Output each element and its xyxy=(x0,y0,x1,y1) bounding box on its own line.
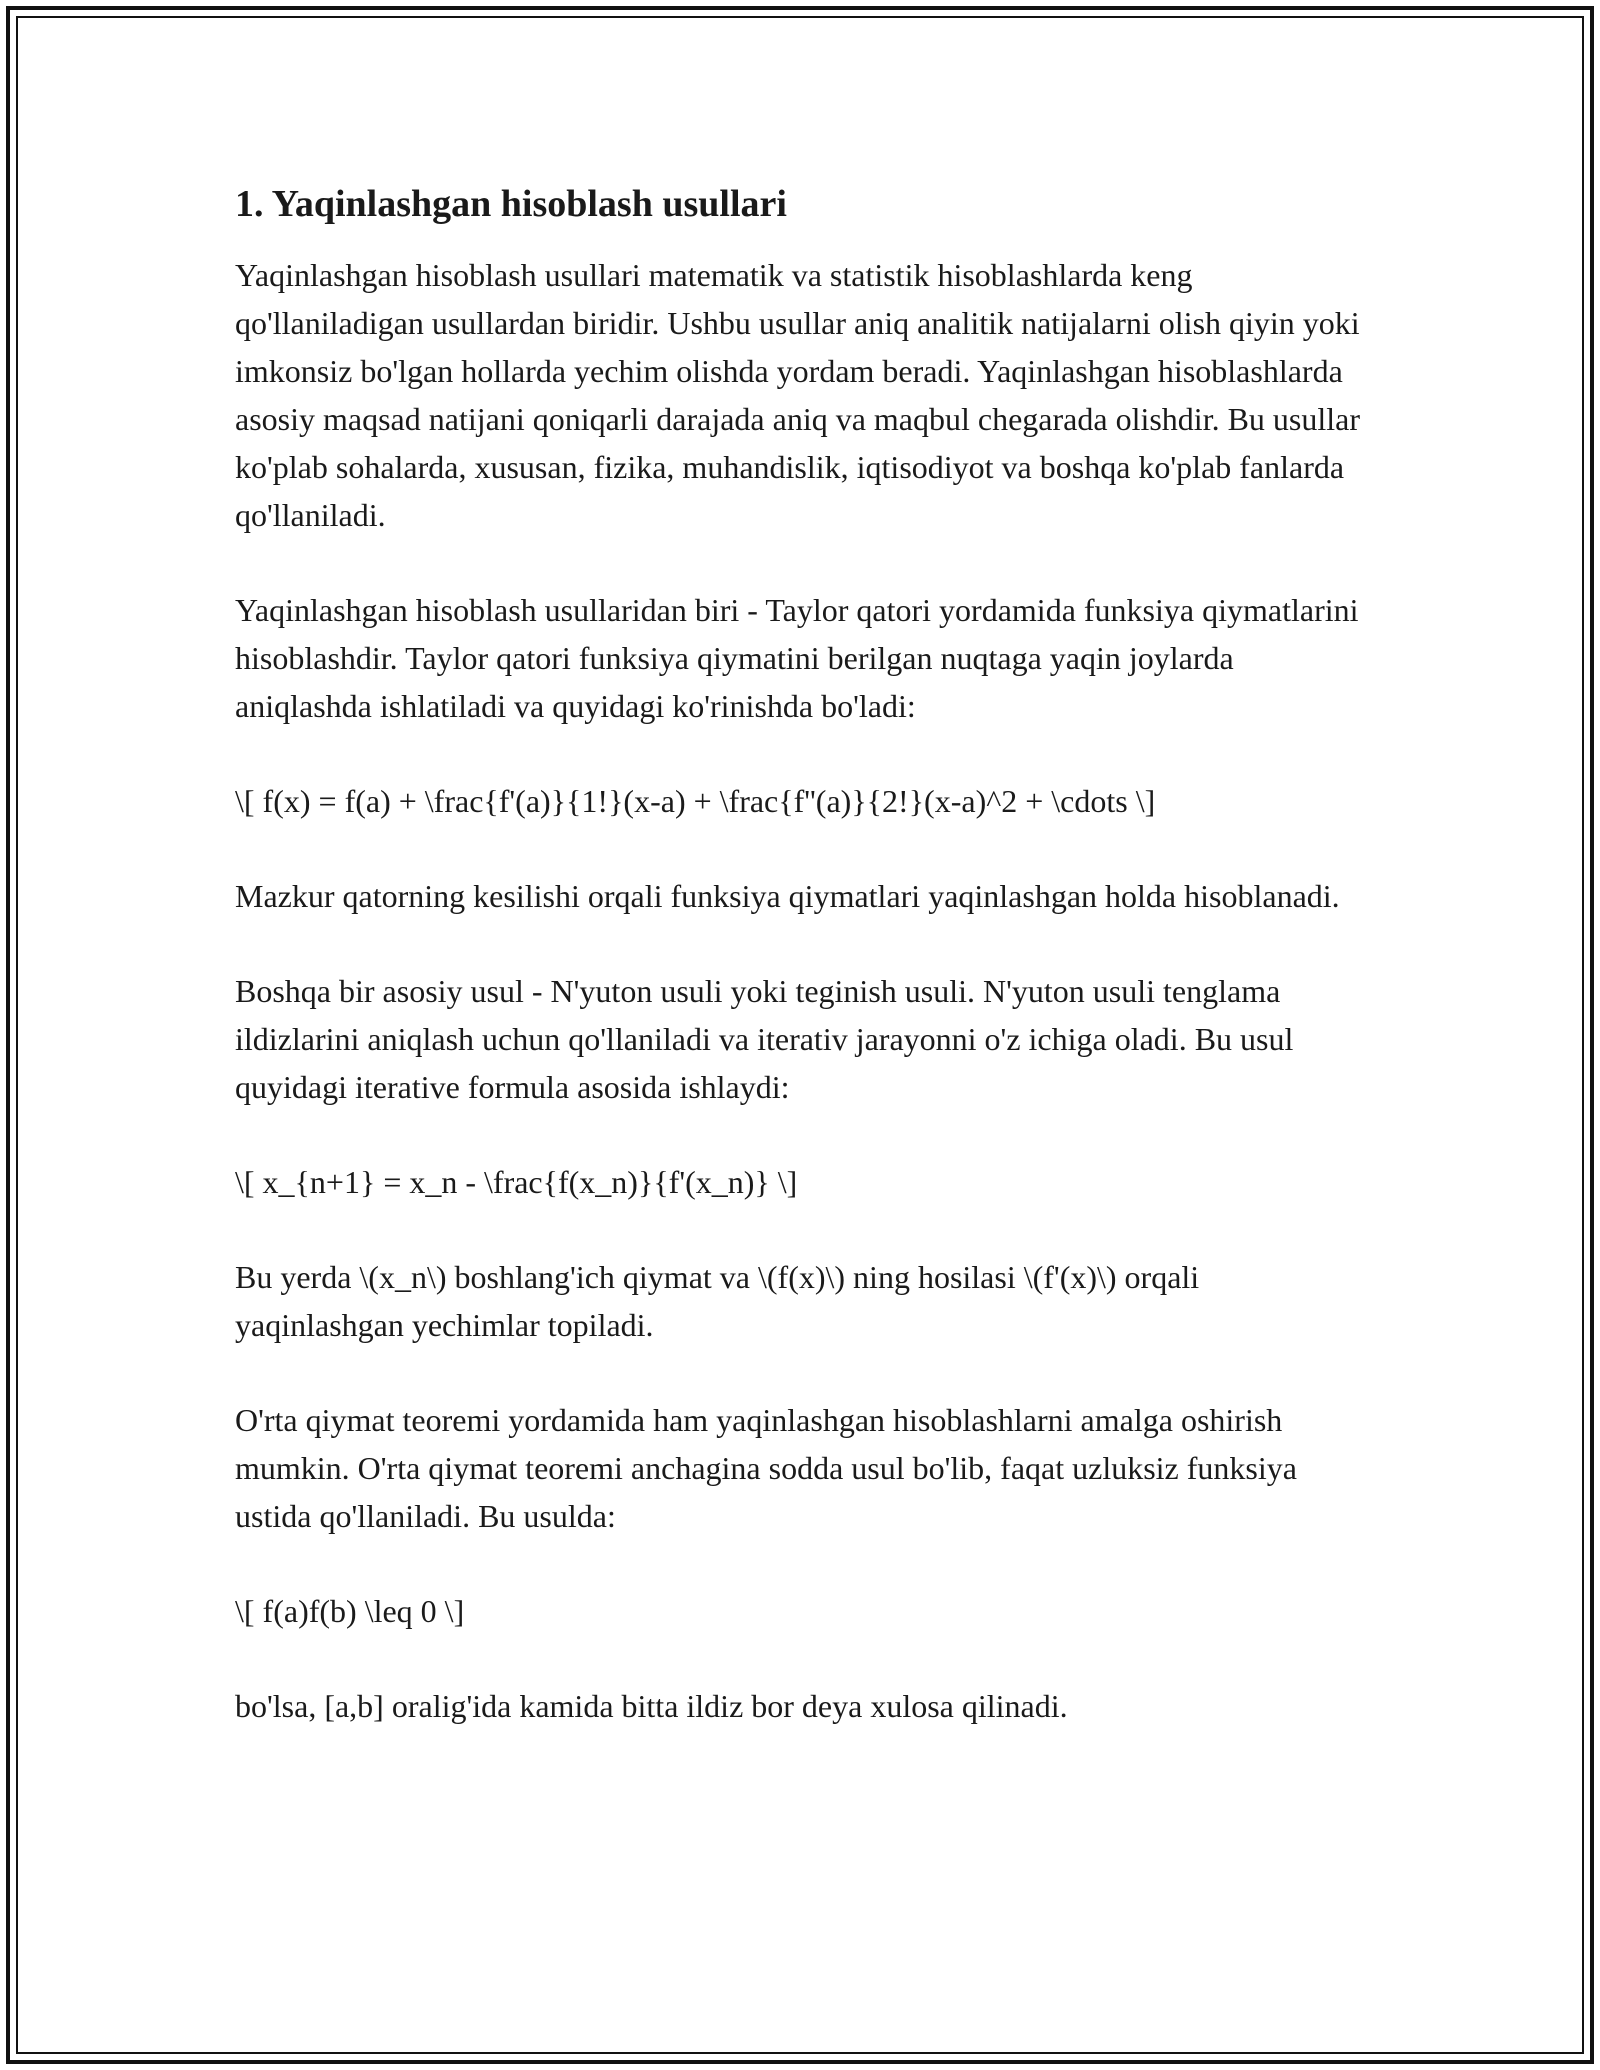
formula-mean-value: \[ f(a)f(b) \leq 0 \] xyxy=(235,1593,465,1630)
paragraph-newton: Boshqa bir asosiy usul - N'yuton usuli yoki teginish usuli. N'yuton usuli tenglama ildizlarini aniqlash uchun qo'llaniladi va iterativ jarayonni o'z ichiga oladi. Bu usul quyidagi iterative formula asosida ishlaydi: xyxy=(235,973,1294,1106)
paragraph-taylor: Yaqinlashgan hisoblash usullaridan biri - Taylor qatori yordamida funksiya qiymatlarini hisoblashdir. Taylor qatori funksiya qiymatini berilgan nuqtaga yaqin joylarda aniqlashda ishlatiladi va quyidagi ko'rinishda bo'ladi: xyxy=(235,592,1359,725)
document-body xyxy=(235,180,1375,1730)
paragraph-newton-note: Bu yerda \(x_n\) boshlang'ich qiymat va \(f(x)\) ning hosilasi \(f'(x)\) orqali yaqinlashgan yechimlar topiladi. xyxy=(235,1259,1200,1344)
formula-taylor: \[ f(x) = f(a) + \frac{f'(a)}{1!}(x-a) + \frac{f''(a)}{2!}(x-a)^2 + \cdots \] xyxy=(235,783,1156,820)
paragraph-mean-value: O'rta qiymat teoremi yordamida ham yaqinlashgan hisoblashlarni amalga oshirish mumkin. O'rta qiymat teoremi anchagina sodda usul bo'lib, faqat uzluksiz funksiya ustida qo'llaniladi. Bu usulda: xyxy=(235,1402,1297,1535)
paragraph-conclusion: bo'lsa, [a,b] oralig'ida kamida bitta ildiz bor deya xulosa qilinadi. xyxy=(235,1688,1068,1725)
formula-newton: \[ x_{n+1} = x_n - \frac{f(x_n)}{f'(x_n)} \] xyxy=(235,1164,798,1201)
section-heading: 1. Yaqinlashgan hisoblash usullari xyxy=(235,183,787,225)
paragraph-taylor-note: Mazkur qatorning kesilishi orqali funksiya qiymatlari yaqinlashgan holda hisoblanadi. xyxy=(235,878,1340,915)
paragraph-intro: Yaqinlashgan hisoblash usullari matematik va statistik hisoblashlarda keng qo'llaniladigan usullardan biridir. Ushbu usullar aniq analitik natijalarni olish qiyin yoki imkonsiz bo'lgan hollarda yechim olishda yordam beradi. Yaqinlashgan hisoblashlarda asosiy maqsad natijani qoniqarli darajada aniq va maqbul chegarada olishdir. Bu usullar ko'plab sohalarda, xususan, fizika, muhandislik, iqtisodiyot va boshqa ko'plab fanlarda qo'llaniladi. xyxy=(235,257,1361,534)
